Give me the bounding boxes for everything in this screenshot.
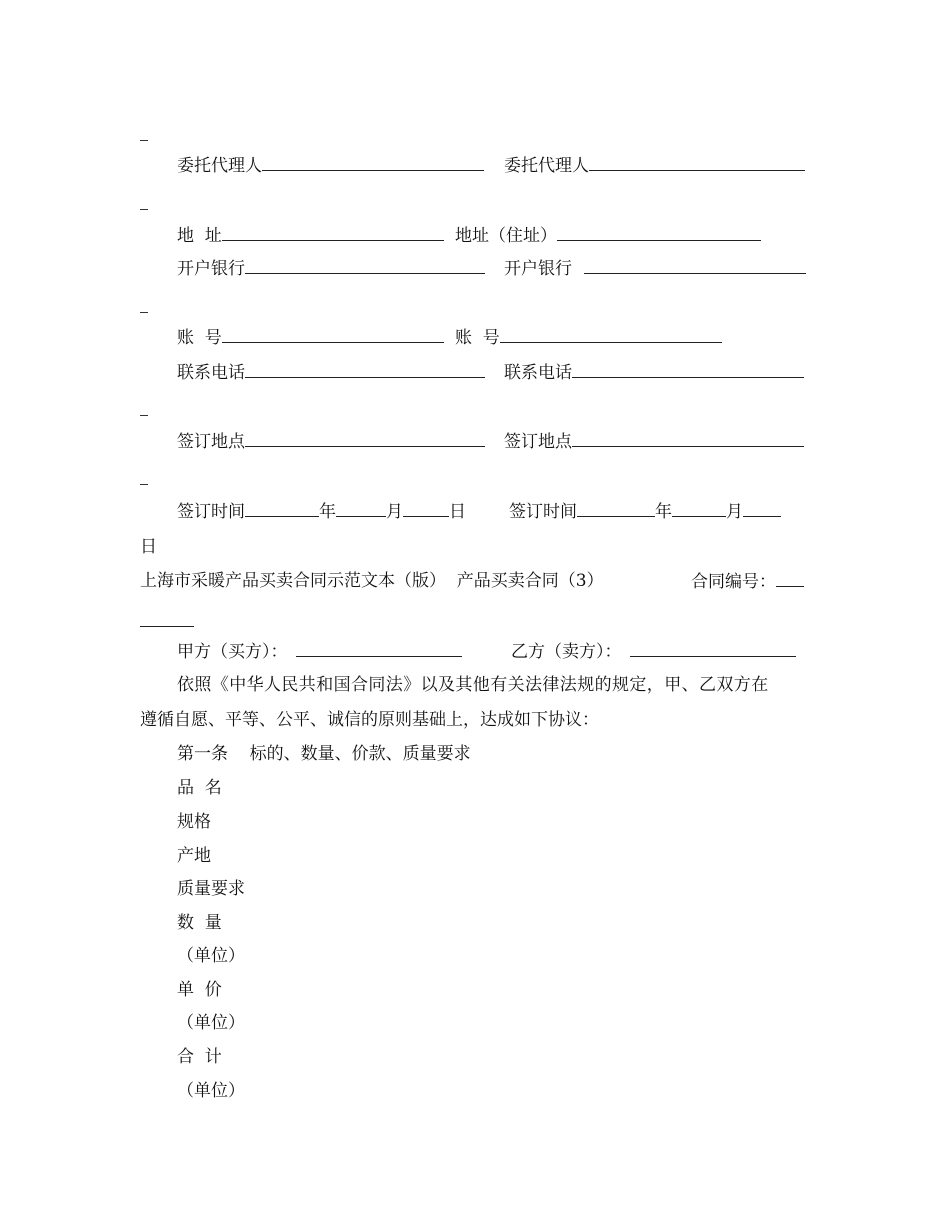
- month-field-b[interactable]: [672, 500, 726, 517]
- margin-dash: [140, 484, 148, 485]
- item-quality: 质量要求: [177, 879, 245, 899]
- contract-no-label: 合同编号：: [691, 572, 776, 592]
- address-label-b: 地址（住址）: [455, 226, 557, 246]
- margin-dash: [140, 209, 148, 210]
- contract-no-field-b[interactable]: [140, 610, 194, 627]
- agent-label-b: 委托代理人: [504, 156, 589, 176]
- phone-label-b: 联系电话: [504, 363, 572, 383]
- item-total-unit: （单位）: [177, 1081, 245, 1101]
- phone-field-a[interactable]: [245, 361, 485, 378]
- sign-time-row-b: [509, 500, 781, 523]
- sign-place-field-b[interactable]: [572, 430, 804, 447]
- contract-no-field-a[interactable]: [776, 570, 804, 587]
- sign-time-label-a: 签订时间: [177, 502, 245, 522]
- bank-label-b: 开户银行: [504, 259, 572, 279]
- agent-label-a: 委托代理人: [177, 156, 262, 176]
- intro-line-1: 依照《中华人民共和国合同法》以及其他有关法律法规的规定，甲、乙双方在: [177, 675, 769, 695]
- year-field-a[interactable]: [245, 500, 319, 517]
- item-quantity-unit: （单位）: [177, 946, 245, 966]
- sign-place-row-b: [504, 430, 804, 453]
- bank-label-a: 开户银行: [177, 259, 245, 279]
- bank-field-b[interactable]: [584, 257, 806, 274]
- sign-place-row: [177, 430, 485, 453]
- month-label-a: 月: [386, 502, 403, 522]
- phone-label-a: 联系电话: [177, 363, 245, 383]
- phone-row-b: [504, 361, 804, 384]
- account-label-b: 账 号: [455, 328, 500, 348]
- phone-row: [177, 361, 485, 384]
- phone-field-b[interactable]: [572, 361, 804, 378]
- sign-time-label-b: 签订时间: [509, 502, 577, 522]
- account-label-a: 账 号: [177, 328, 222, 348]
- agent-field-b[interactable]: [589, 154, 805, 171]
- party-a-field[interactable]: [296, 640, 462, 657]
- year-label-b: 年: [655, 502, 672, 522]
- item-spec: 规格: [177, 812, 211, 832]
- account-row-b: [455, 326, 722, 349]
- party-b-field[interactable]: [630, 640, 796, 657]
- item-total: 合 计: [177, 1047, 222, 1067]
- year-label-a: 年: [319, 502, 336, 522]
- sign-time-row: [177, 500, 466, 523]
- intro-line-2: 遵循自愿、平等、公平、诚信的原则基础上，达成如下协议：: [140, 710, 599, 730]
- agent-field-a[interactable]: [262, 154, 484, 171]
- year-field-b[interactable]: [577, 500, 655, 517]
- address-field-b[interactable]: [557, 224, 761, 241]
- sign-place-field-a[interactable]: [245, 430, 485, 447]
- party-a-label: 甲方（买方）：: [177, 642, 288, 662]
- bank-row-b: [504, 257, 806, 280]
- bank-row: [177, 257, 485, 280]
- address-field-a[interactable]: [222, 224, 444, 241]
- sign-place-label-b: 签订地点: [504, 432, 572, 452]
- article-1-title: 第一条 标的、数量、价款、质量要求: [177, 744, 471, 764]
- margin-dash: [140, 312, 148, 313]
- account-row: [177, 326, 444, 349]
- item-quantity: 数 量: [177, 913, 222, 933]
- account-field-a[interactable]: [222, 326, 444, 343]
- party-b-row: [511, 640, 796, 663]
- day-field-a[interactable]: [403, 500, 449, 517]
- address-row-b: [455, 224, 761, 247]
- sign-place-label-a: 签订地点: [177, 432, 245, 452]
- bank-field-a[interactable]: [245, 257, 485, 274]
- agent-row: [177, 154, 484, 177]
- month-label-b: 月: [726, 502, 743, 522]
- item-unit-price-unit: （单位）: [177, 1013, 245, 1033]
- address-label-a: 地 址: [177, 226, 222, 246]
- item-product-name: 品 名: [177, 778, 222, 798]
- contract-no-row: [691, 570, 804, 593]
- day-field-b[interactable]: [743, 500, 781, 517]
- margin-dash: [140, 140, 148, 141]
- day-wrap: 日: [140, 537, 157, 557]
- agent-row-b: [504, 154, 805, 177]
- party-b-label: 乙方（卖方）：: [511, 642, 622, 662]
- address-row: [177, 224, 444, 247]
- document-title: 上海市采暖产品买卖合同示范文本（版） 产品买卖合同（3）: [140, 571, 604, 591]
- party-a-row: [177, 640, 462, 663]
- account-field-b[interactable]: [500, 326, 722, 343]
- item-origin: 产地: [177, 846, 211, 866]
- margin-dash: [140, 415, 148, 416]
- item-unit-price: 单 价: [177, 980, 222, 1000]
- month-field-a[interactable]: [336, 500, 386, 517]
- day-label-a: 日: [449, 502, 466, 522]
